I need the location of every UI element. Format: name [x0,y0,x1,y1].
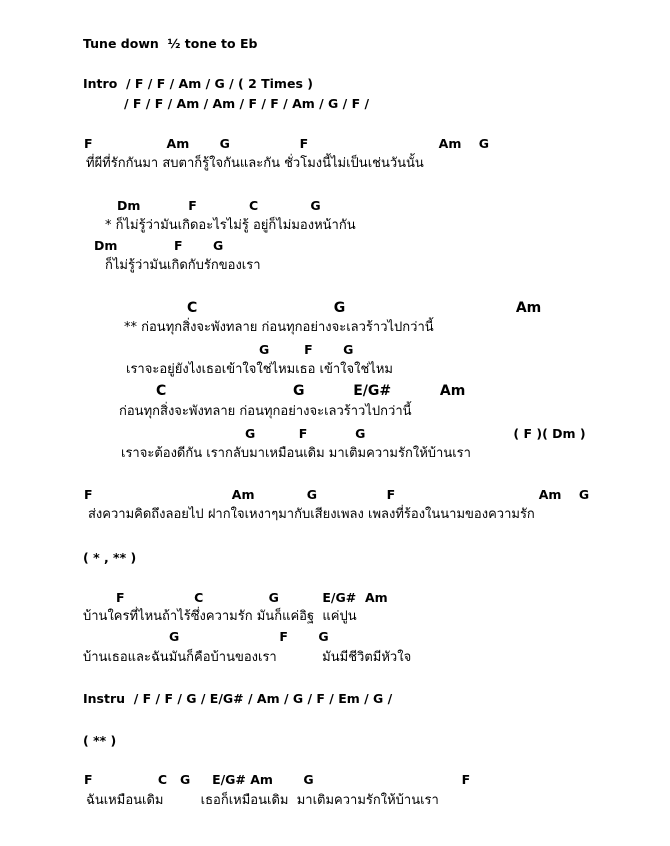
bridge-lyrics-1: บ้านใครที่ไหนถ้าไร้ซึ่งความรัก มันก็แค่อิฐ แค่ปูน [83,609,357,624]
chorus-lyrics-4: เราจะต้องดีกัน เรากลับมาเหมือนเดิม มาเติมความรักให้บ้านเรา [121,446,471,461]
chorus-chords-1: C G Am [187,300,542,316]
verse1-chords-2: Dm F C G [117,198,321,213]
bridge-chords-2: G F G [169,629,329,644]
verse2-chords-1: F Am G F Am G [84,487,590,502]
intro-line-1: Intro / F / F / Am / G / ( 2 Times ) [83,76,313,91]
repeat-marker-1: ( * , ** ) [83,550,137,565]
outro-lyrics-1: ฉันเหมือนเดิม เธอก็เหมือนเดิม มาเติมความรักให้บ้านเรา [86,793,439,808]
verse1-chords-3: Dm F G [94,238,224,253]
verse1-lyrics-2: * ก็ไม่รู้ว่ามันเกิดอะไรไม่รู้ อยู่ก็ไม่มองหน้ากัน [105,218,356,233]
outro-chords-1: F C G E/G# Am G F [84,772,471,787]
intro-line-2: / F / F / Am / Am / F / F / Am / G / F / [124,96,370,111]
chorus-chords-2: G F G [259,342,354,357]
verse1-lyrics-3: ก็ไม่รู้ว่ามันเกิดกับรักของเรา [105,258,261,273]
chorus-lyrics-3: ก่อนทุกสิ่งจะพังทลาย ก่อนทุกอย่างจะเลวร้าวไปกว่านี้ [119,404,412,419]
chorus-chords-4: G F G ( F )( Dm ) [245,426,586,441]
chorus-lyrics-2: เราจะอยู่ยังไงเธอเข้าใจใช่ไหมเธอ เข้าใจใช่ไหม [126,362,393,377]
verse1-chords-1: F Am G F Am G [84,136,490,151]
bridge-chords-1: F C G E/G# Am [116,590,388,605]
bridge-lyrics-2: บ้านเธอและฉันมันก็คือบ้านของเรา มันมีชีวิตมีหัวใจ [83,650,412,665]
repeat-marker-2: ( ** ) [83,733,117,748]
instrumental-line: Instru / F / F / G / E/G# / Am / G / F / Em / G / [83,691,393,706]
verse1-lyrics-1: ที่ผีที่รักกันมา สบตาก็รู้ใจกันและกัน ชั่วโมงนี้ไม่เป็นเช่นวันนั้น [86,156,424,171]
chorus-lyrics-1: ** ก่อนทุกสิ่งจะพังทลาย ก่อนทุกอย่างจะเลวร้าวไปกว่านี้ [124,320,434,335]
verse2-lyrics-1: ส่งความคิดถึงลอยไป ฝากใจเหงาๆมากับเสียงเพลง เพลงที่ร้องในนามของความรัก [88,507,535,522]
tuning-note: Tune down ½ tone to Eb [83,36,258,51]
chorus-chords-3: C G E/G# Am [156,383,466,399]
